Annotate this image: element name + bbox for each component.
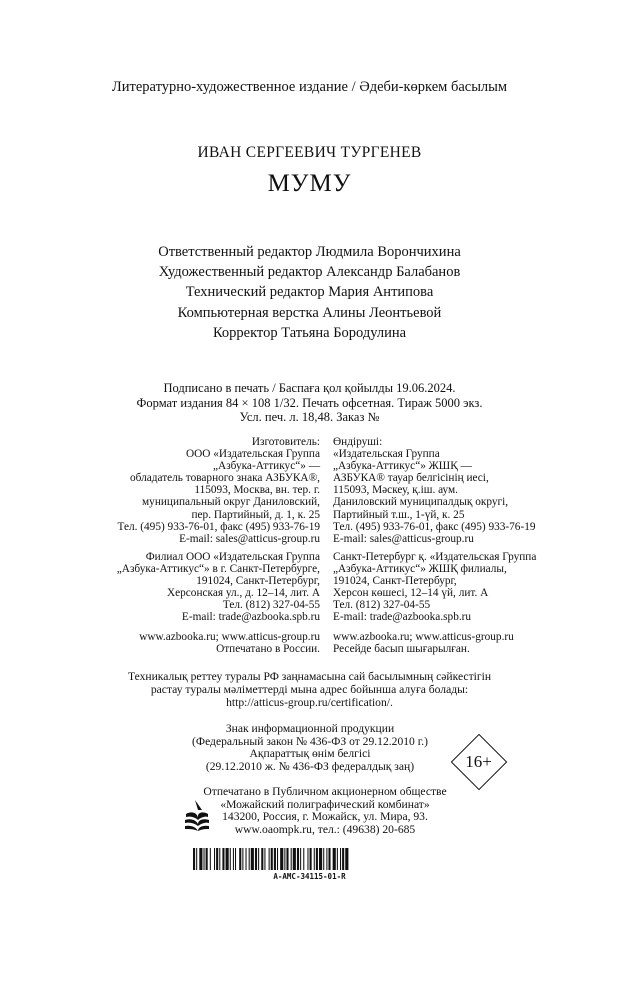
barcode-bar — [314, 848, 315, 870]
printed-by — [160, 786, 490, 837]
text-line: Тел. (812) 327-04-55 — [222, 599, 320, 612]
book-title: МУМУ — [267, 170, 352, 197]
text-line: Тел. (495) 933-76-01, факс (495) 933-76-19 — [117, 520, 320, 533]
barcode-bar — [286, 848, 288, 870]
text-line: Отпечатано в России. — [216, 643, 320, 656]
text-line: Тел. (495) 933-76-01, факс (495) 933-76-19 — [333, 520, 536, 533]
text-line: муниципальный округ Даниловский, — [142, 496, 320, 509]
barcode-bar — [242, 848, 243, 870]
text-line: Санкт-Петербург қ. «Издательская Группа — [333, 551, 537, 563]
text-line: „Азбука-Аттикус“» — — [213, 460, 320, 473]
barcode-bar — [199, 848, 202, 870]
staff-line: Художественный редактор Александр Балабанов — [158, 264, 461, 281]
barcode-bar — [307, 848, 308, 870]
barcode-bar — [246, 848, 247, 870]
barcode-bar — [293, 848, 296, 870]
text-line: „Азбука-Аттикус“» в г. Санкт-Петербурге, — [116, 563, 320, 576]
text-line: Тел. (812) 327-04-55 — [333, 599, 431, 612]
text-line: «Издательская Группа — [333, 448, 440, 461]
barcode-number: A-AMC-34115-01-R — [273, 872, 346, 881]
barcode-bar — [230, 848, 231, 870]
barcode-bar — [297, 848, 299, 870]
barcode-bar — [216, 848, 218, 870]
barcode-bar — [328, 848, 330, 870]
text-line: Филиал ООО «Издательская Группа — [145, 551, 320, 563]
barcode-bar — [261, 848, 263, 870]
text-line: АЗБУКА® тауар белгісінің иесі, — [333, 472, 489, 485]
barcode-bar — [326, 848, 327, 870]
text-line: Херсон көшесі, 12–14 үй, лит. А — [333, 587, 489, 600]
barcode-bar — [222, 848, 224, 870]
barcode-bar — [233, 848, 234, 870]
barcode-bar — [345, 848, 348, 870]
editorial-staff — [0, 242, 619, 343]
edition-type: Литературно-художественное издание / Әдеби-көркем басылым — [111, 79, 508, 95]
barcode-bar — [258, 848, 259, 870]
barcode-bar — [196, 848, 197, 870]
text-line: Изготовитель: — [251, 436, 320, 448]
text-line: ООО «Издательская Группа — [185, 448, 320, 461]
barcode-bar — [333, 848, 336, 870]
info-product-sign — [170, 723, 450, 773]
barcode-bar — [206, 848, 208, 870]
barcode-bar — [280, 848, 283, 870]
sheets-line: Усл. печ. л. 18,48. Заказ № — [239, 410, 380, 425]
text-line: E-mail: sales@atticus-group.ru — [333, 532, 474, 545]
barcode-bar — [303, 848, 304, 870]
text-line: „Азбука-Аттикус“» ЖШҚ филиалы, — [333, 563, 507, 576]
text-line: (Федеральный закон № 436-ФЗ от 29.12.2010 г.) — [192, 734, 428, 748]
text-line: пер. Партийный, д. 1, к. 25 — [191, 508, 320, 521]
barcode-bar — [264, 848, 265, 870]
barcode-bar — [337, 848, 338, 870]
technical-regulation — [0, 670, 619, 709]
barcode-bar — [342, 848, 344, 870]
text-line: www.oaompk.ru, тел.: (49638) 20-685 — [234, 823, 416, 837]
staff-line: Ответственный редактор Людмила Ворончихина — [158, 244, 461, 260]
barcode-bar — [219, 848, 220, 870]
manufacturer-ru — [90, 436, 320, 545]
barcode-bar — [255, 848, 257, 870]
text-line: 191024, Санкт-Петербург, — [333, 575, 457, 588]
text-line: Техникалық реттеу туралы РФ заңнамасына сай басылымның сәйкестігін — [127, 670, 492, 683]
barcode-bar — [204, 848, 205, 870]
staff-line: Компьютерная верстка Алины Леонтьевой — [177, 304, 442, 321]
manufacturer-kz — [333, 436, 593, 545]
text-line: Даниловский муниципалдық округі, — [333, 496, 509, 509]
barcode-bar — [226, 848, 229, 870]
barcode-bar — [249, 848, 250, 870]
barcode-bar — [300, 848, 301, 870]
staff-line: Корректор Татьяна Бородулина — [212, 324, 407, 341]
text-line: http://atticus-group.ru/certification/. — [226, 696, 393, 709]
text-line: Знак информационной продукции — [225, 722, 395, 735]
signed-to-print: Подписано в печать / Баспаға қол қойылды 19.06.2024. — [163, 381, 456, 395]
text-line: растау туралы мәліметтерді мына адрес бойынша алуға болады: — [150, 683, 469, 696]
barcode-bar — [239, 848, 241, 870]
text-line: 115093, Москва, вн. тер. г. — [194, 484, 320, 497]
barcode-bar — [214, 848, 215, 870]
web-ru — [90, 631, 320, 655]
text-line: E-mail: sales@atticus-group.ru — [179, 532, 320, 545]
barcode-bar — [316, 848, 318, 870]
text-line: www.azbooka.ru; www.atticus-group.ru — [333, 631, 514, 643]
text-line: Отпечатано в Публичном акционерном обществе — [203, 785, 447, 798]
text-line: «Можайский полиграфический комбинат» — [220, 797, 430, 811]
barcode-bar — [193, 848, 195, 870]
text-line: Херсонская ул., д. 12–14, лит. А — [166, 587, 320, 600]
barcode-bar — [340, 848, 341, 870]
text-line: E-mail: trade@azbooka.spb.ru — [181, 611, 320, 624]
text-line: „Азбука-Аттикус“» ЖШҚ — — [333, 460, 472, 473]
text-line: 143200, Россия, г. Можайск, ул. Мира, 93. — [222, 810, 428, 824]
text-line: обладатель товарного знака АЗБУКА®, — [129, 472, 320, 485]
barcode-bar — [277, 848, 278, 870]
web-kz — [333, 631, 593, 655]
barcode-bar — [310, 848, 312, 870]
barcode-bar — [284, 848, 285, 870]
text-line: www.azbooka.ru; www.atticus-group.ru — [139, 631, 320, 643]
branch-kz — [333, 551, 593, 624]
branch-ru — [90, 551, 320, 624]
text-line: Партийный т.ш., 1-үй, к. 25 — [333, 508, 465, 521]
text-line: Ақпараттық өнім белгісі — [249, 747, 371, 761]
barcode-bar — [291, 848, 292, 870]
text-line: E-mail: trade@azbooka.spb.ru — [333, 611, 472, 624]
barcode-bar — [319, 848, 322, 870]
barcode-bar — [251, 848, 254, 870]
barcode-bar — [235, 848, 236, 870]
text-line: Өндіруші: — [333, 436, 383, 448]
staff-line: Технический редактор Мария Антипова — [185, 284, 434, 301]
text-line: 191024, Санкт-Петербург, — [196, 575, 320, 588]
text-line: Ресейде басып шығарылған. — [333, 643, 470, 656]
text-line: (29.12.2010 ж. № 436-ФЗ федералдық заң) — [205, 759, 415, 773]
barcode-bar — [269, 848, 270, 870]
barcode-bar — [271, 848, 273, 870]
barcode — [193, 848, 428, 870]
barcode-bar — [210, 848, 211, 870]
format-line: Формат издания 84 × 108 1/32. Печать офсетная. Тираж 5000 экз. — [136, 395, 483, 410]
author-name: ИВАН СЕРГЕЕВИЧ ТУРГЕНЕВ — [197, 144, 422, 161]
barcode-bar — [323, 848, 324, 870]
print-info — [0, 381, 619, 425]
text-line: 115093, Мәскеу, қ.іш. аум. — [333, 484, 459, 497]
barcode-bar — [274, 848, 276, 870]
age-rating-badge — [451, 734, 506, 789]
age-rating-label: 16+ — [465, 752, 492, 771]
